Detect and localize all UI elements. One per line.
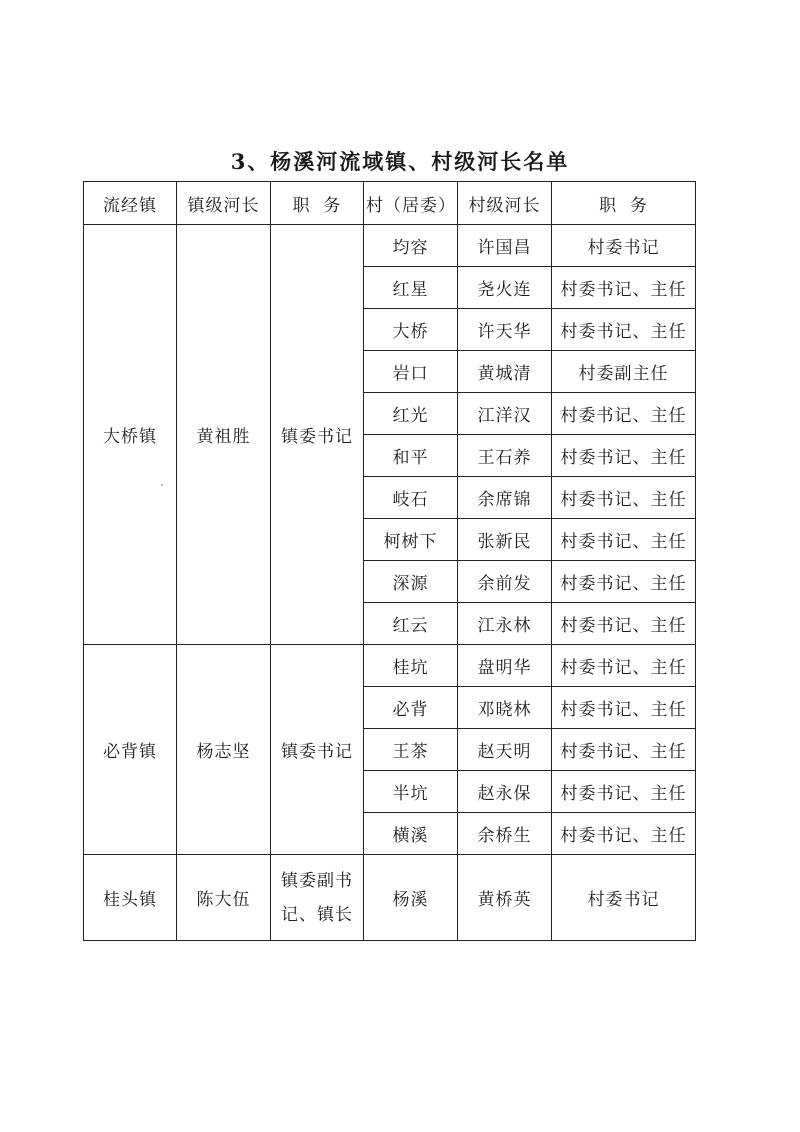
village-name: 柯树下 bbox=[364, 519, 458, 561]
village-name: 红云 bbox=[364, 603, 458, 645]
header-town-duty: 职 务 bbox=[271, 182, 364, 225]
village-name: 桂坑 bbox=[364, 645, 458, 687]
header-town-chief: 镇级河长 bbox=[177, 182, 271, 225]
village-name: 和平 bbox=[364, 435, 458, 477]
river-chief-table bbox=[83, 181, 696, 941]
village-chief: 盘明华 bbox=[458, 645, 552, 687]
village-chief: 许国昌 bbox=[458, 225, 552, 267]
village-duty: 村委书记、主任 bbox=[552, 771, 696, 813]
village-chief: 尧火连 bbox=[458, 267, 552, 309]
village-duty: 村委书记、主任 bbox=[552, 645, 696, 687]
village-chief: 余席锦 bbox=[458, 477, 552, 519]
town-duty-line: 记、镇长 bbox=[281, 904, 353, 925]
town-duty-line: 镇委副书 bbox=[281, 870, 353, 891]
scan-speck bbox=[161, 484, 163, 486]
table-row bbox=[84, 855, 696, 941]
header-town: 流经镇 bbox=[84, 182, 177, 225]
village-name: 半坑 bbox=[364, 771, 458, 813]
village-chief: 余前发 bbox=[458, 561, 552, 603]
village-name: 岩口 bbox=[364, 351, 458, 393]
village-chief: 邓晓林 bbox=[458, 687, 552, 729]
town-chief: 陈大伍 bbox=[177, 855, 271, 941]
village-duty: 村委副主任 bbox=[552, 351, 696, 393]
village-duty: 村委书记、主任 bbox=[552, 561, 696, 603]
table-header-row bbox=[84, 182, 696, 225]
village-duty: 村委书记、主任 bbox=[552, 813, 696, 855]
village-duty: 村委书记、主任 bbox=[552, 435, 696, 477]
village-chief: 赵永保 bbox=[458, 771, 552, 813]
village-duty: 村委书记、主任 bbox=[552, 519, 696, 561]
town-chief: 黄祖胜 bbox=[177, 225, 271, 645]
page-title: 3、杨溪河流域镇、村级河长名单 bbox=[230, 149, 570, 174]
village-duty: 村委书记、主任 bbox=[552, 477, 696, 519]
village-name: 红光 bbox=[364, 393, 458, 435]
village-name: 红星 bbox=[364, 267, 458, 309]
town-chief: 杨志坚 bbox=[177, 645, 271, 855]
village-chief: 赵天明 bbox=[458, 729, 552, 771]
village-duty: 村委书记、主任 bbox=[552, 729, 696, 771]
village-chief: 许天华 bbox=[458, 309, 552, 351]
header-village-duty: 职 务 bbox=[552, 182, 696, 225]
village-chief: 黄城清 bbox=[458, 351, 552, 393]
village-duty: 村委书记、主任 bbox=[552, 603, 696, 645]
village-chief: 黄桥英 bbox=[458, 855, 552, 941]
village-chief: 张新民 bbox=[458, 519, 552, 561]
header-village-chief: 村级河长 bbox=[458, 182, 552, 225]
village-duty: 村委书记、主任 bbox=[552, 267, 696, 309]
table-row bbox=[84, 225, 696, 267]
town-name: 必背镇 bbox=[84, 645, 177, 855]
village-name: 横溪 bbox=[364, 813, 458, 855]
village-name: 深源 bbox=[364, 561, 458, 603]
village-duty: 村委书记、主任 bbox=[552, 309, 696, 351]
table-row bbox=[84, 645, 696, 687]
town-duty: 镇委书记 bbox=[271, 225, 364, 645]
village-duty: 村委书记、主任 bbox=[552, 393, 696, 435]
village-duty: 村委书记 bbox=[552, 855, 696, 941]
village-name: 王茶 bbox=[364, 729, 458, 771]
village-name: 均容 bbox=[364, 225, 458, 267]
village-name: 杨溪 bbox=[364, 855, 458, 941]
village-chief: 王石养 bbox=[458, 435, 552, 477]
town-name: 大桥镇 bbox=[84, 225, 177, 645]
town-duty bbox=[271, 855, 364, 941]
village-name: 大桥 bbox=[364, 309, 458, 351]
town-name: 桂头镇 bbox=[84, 855, 177, 941]
town-duty: 镇委书记 bbox=[271, 645, 364, 855]
village-chief: 余桥生 bbox=[458, 813, 552, 855]
village-name: 必背 bbox=[364, 687, 458, 729]
village-chief: 江永林 bbox=[458, 603, 552, 645]
village-name: 岐石 bbox=[364, 477, 458, 519]
header-village: 村（居委） bbox=[364, 182, 458, 225]
village-duty: 村委书记 bbox=[552, 225, 696, 267]
village-duty: 村委书记、主任 bbox=[552, 687, 696, 729]
village-chief: 江洋汉 bbox=[458, 393, 552, 435]
